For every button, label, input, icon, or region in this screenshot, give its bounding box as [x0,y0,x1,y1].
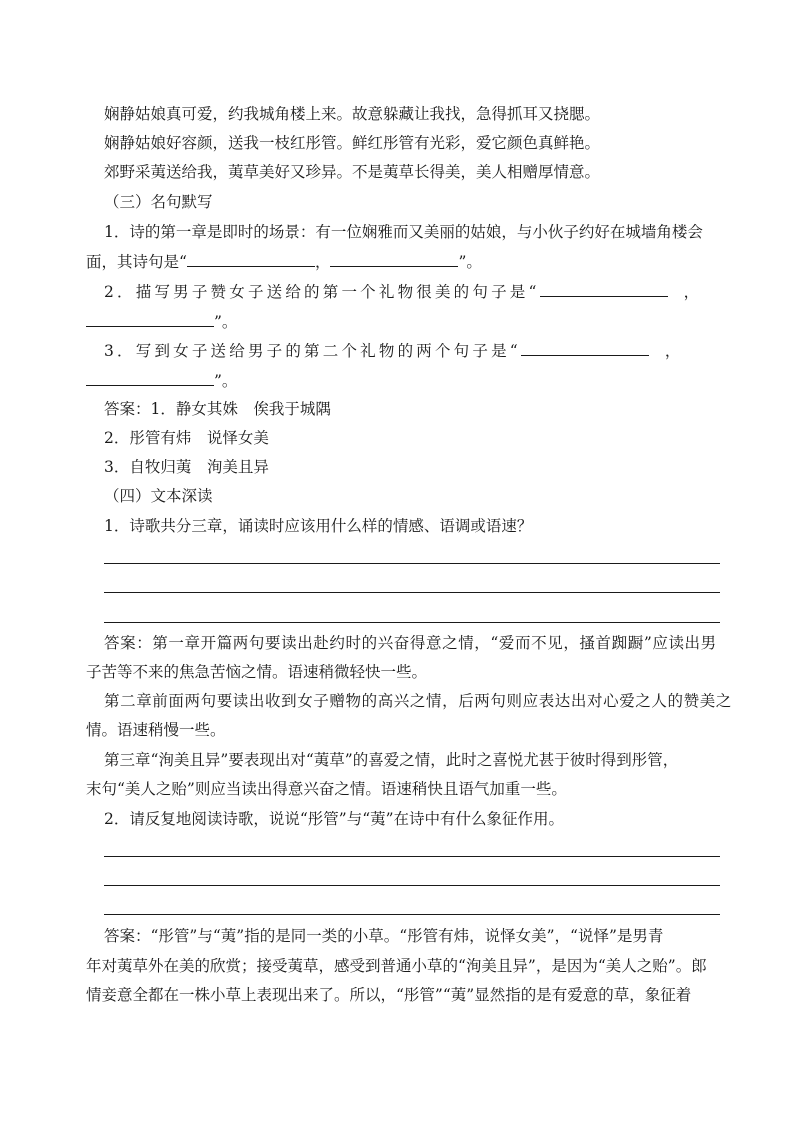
answer-line[interactable] [104,563,720,564]
question-2-line-2 [86,311,237,332]
question-1-prefix: 面，其诗句是“ [86,253,187,271]
answer-section3-line-2: 2．彤管有炜 说怿女美 [104,429,269,447]
answer-q1-line-5: 第三章“洵美且异”要表现出对“荑草”的喜爱之情，此时之喜悦尤甚于彼时得到彤管， [104,751,679,769]
answer-line[interactable] [104,856,720,857]
section-heading-famous-lines: （三）名句默写 [104,193,213,211]
question-3-prefix: 3．写到女子送给男子的第二个礼物的两个句子是“ [104,342,521,360]
answer-q1-line-6: 末句“美人之贻”则应当读出得意兴奋之情。语速稍快且语气加重一些。 [86,780,567,798]
answer-q2-line-2: 年对荑草外在美的欣赏；接受荑草，感受到普通小草的“洵美且异”，是因为“美人之贻”。郎 [86,957,707,975]
answer-q2-line-1: 答案：“彤管”与“荑”指的是同一类的小草。“彤管有炜，说怿女美”，“说怿”是男青 [104,927,664,945]
question-1-line-1: 1．诗的第一章是即时的场景：有一位娴雅而又美丽的姑娘，与小伙子约好在城墙角楼会 [104,223,703,241]
answer-line[interactable] [104,592,720,593]
answer-blank[interactable] [330,251,458,267]
answer-q1-line-4: 情。语速稍慢一些。 [86,721,226,739]
question-2-comma: ， [683,283,703,301]
answer-blank[interactable] [86,370,214,386]
answer-blank[interactable] [187,251,315,267]
question-3-suffix: ”。 [214,372,238,390]
answer-blank[interactable] [521,340,649,356]
answer-q1-line-2: 子苦等不来的焦急苦恼之情。语速稍微轻快一些。 [86,663,428,681]
question-2-line-1 [104,281,702,302]
translation-line-2: 娴静姑娘好容颜，送我一枝红彤管。鲜红彤管有光彩，爱它颜色真鲜艳。 [104,134,601,152]
answer-section3-line-1: 答案：1．静女其姝 俟我于城隅 [104,400,331,418]
question-1-line-2 [86,251,482,272]
deep-reading-question-2: 2．请反复地阅读诗歌，说说“彤管”与“荑”在诗中有什么象征作用。 [104,810,565,828]
question-2-suffix: ”。 [214,313,238,331]
answer-blank[interactable] [86,311,214,327]
translation-line-1: 娴静姑娘真可爱，约我城角楼上来。故意躲藏让我找，急得抓耳又挠腮。 [104,105,601,123]
question-1-comma: ， [314,253,331,271]
question-3-comma: ， [664,342,684,360]
answer-q2-line-3: 情妾意全都在一株小草上表现出来了。所以，“彤管”“荑”显然指的是有爱意的草，象征着 [86,986,692,1004]
question-3-line-1 [104,340,684,361]
answer-line[interactable] [104,914,720,915]
answer-section3-line-3: 3．自牧归荑 洵美且异 [104,458,269,476]
answer-blank[interactable] [540,281,668,297]
question-3-line-2 [86,370,237,391]
answer-q1-line-3: 第二章前面两句要读出收到女子赠物的高兴之情，后两句则应表达出对心爱之人的赞美之 [104,692,732,710]
answer-q1-line-1: 答案：第一章开篇两句要读出赴约时的兴奋得意之情，“爱而不见，搔首踟蹰”应读出男 [104,634,717,652]
question-1-suffix: ”。 [458,253,482,271]
section-heading-deep-reading: （四）文本深读 [104,487,213,505]
translation-line-3: 郊野采荑送给我，荑草美好又珍异。不是荑草长得美，美人相赠厚情意。 [104,163,601,181]
answer-line[interactable] [104,885,720,886]
deep-reading-question-1: 1．诗歌共分三章，诵读时应该用什么样的情感、语调或语速？ [104,517,533,535]
question-2-prefix: 2．描写男子赞女子送给的第一个礼物很美的句子是“ [104,283,540,301]
answer-line[interactable] [104,622,720,623]
